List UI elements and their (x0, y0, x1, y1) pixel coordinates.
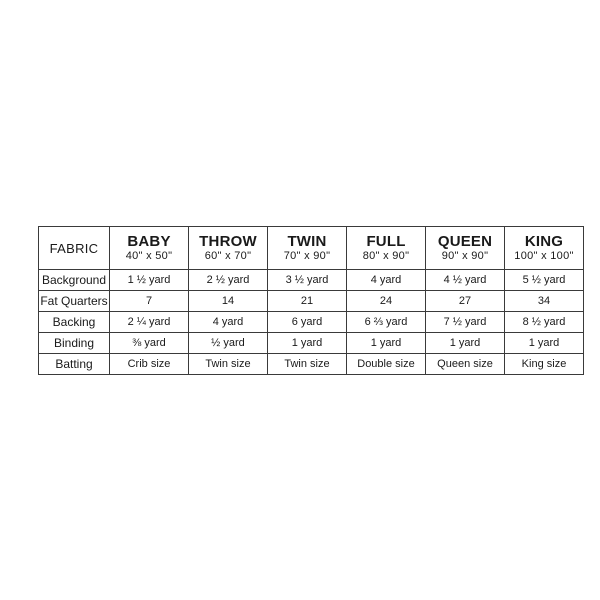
table-cell: Double size (347, 354, 426, 375)
table-cell: 4 ½ yard (426, 270, 505, 291)
size-header-full (347, 227, 426, 270)
table-cell: 4 yard (347, 270, 426, 291)
size-name: TWIN (287, 232, 327, 250)
table-row-batting (39, 354, 584, 375)
size-dimensions: 40" x 50" (125, 249, 173, 262)
size-header-throw (189, 227, 268, 270)
table-cell: 1 yard (426, 333, 505, 354)
table-row-binding (39, 333, 584, 354)
table-cell: 7 ½ yard (426, 312, 505, 333)
size-name: KING (524, 232, 564, 250)
table-cell: 21 (268, 291, 347, 312)
table-cell: 4 yard (189, 312, 268, 333)
table-cell: King size (505, 354, 584, 375)
table-cell: 1 yard (505, 333, 584, 354)
table-cell: 3 ½ yard (268, 270, 347, 291)
size-header-queen (426, 227, 505, 270)
table-cell: ½ yard (189, 333, 268, 354)
table-row-fat-quarters (39, 291, 584, 312)
size-name: THROW (199, 232, 257, 250)
table-cell: 34 (505, 291, 584, 312)
size-dimensions: 100" x 100" (514, 249, 574, 262)
size-dimensions: 70" x 90" (283, 249, 331, 262)
size-name: QUEEN (437, 232, 493, 250)
table-cell: 2 ¼ yard (110, 312, 189, 333)
size-dimensions: 90" x 90" (441, 249, 489, 262)
table-cell: Queen size (426, 354, 505, 375)
row-label: Fat Quarters (39, 291, 110, 312)
table-cell: 2 ½ yard (189, 270, 268, 291)
size-name: BABY (127, 232, 171, 250)
header-row (39, 227, 584, 270)
table-cell: 7 (110, 291, 189, 312)
size-name: FULL (366, 232, 406, 250)
row-label: Backing (39, 312, 110, 333)
size-header-king (505, 227, 584, 270)
table-cell: 27 (426, 291, 505, 312)
size-header-baby (110, 227, 189, 270)
table-cell: 1 ½ yard (110, 270, 189, 291)
row-label: Batting (39, 354, 110, 375)
table-cell: 6 ⅔ yard (347, 312, 426, 333)
table-cell: Twin size (189, 354, 268, 375)
table-cell: 24 (347, 291, 426, 312)
size-dimensions: 80" x 90" (362, 249, 410, 262)
table-cell: 14 (189, 291, 268, 312)
fabric-requirements-table (38, 226, 584, 375)
table-row-backing (39, 312, 584, 333)
size-dimensions: 60" x 70" (204, 249, 252, 262)
fabric-header: FABRIC (39, 227, 110, 270)
row-label: Binding (39, 333, 110, 354)
table-cell: ⅜ yard (110, 333, 189, 354)
table-cell: Crib size (110, 354, 189, 375)
table-cell: Twin size (268, 354, 347, 375)
table-cell: 6 yard (268, 312, 347, 333)
table-cell: 1 yard (268, 333, 347, 354)
table-cell: 8 ½ yard (505, 312, 584, 333)
table-row-background (39, 270, 584, 291)
row-label: Background (39, 270, 110, 291)
size-header-twin (268, 227, 347, 270)
table-cell: 1 yard (347, 333, 426, 354)
table-cell: 5 ½ yard (505, 270, 584, 291)
